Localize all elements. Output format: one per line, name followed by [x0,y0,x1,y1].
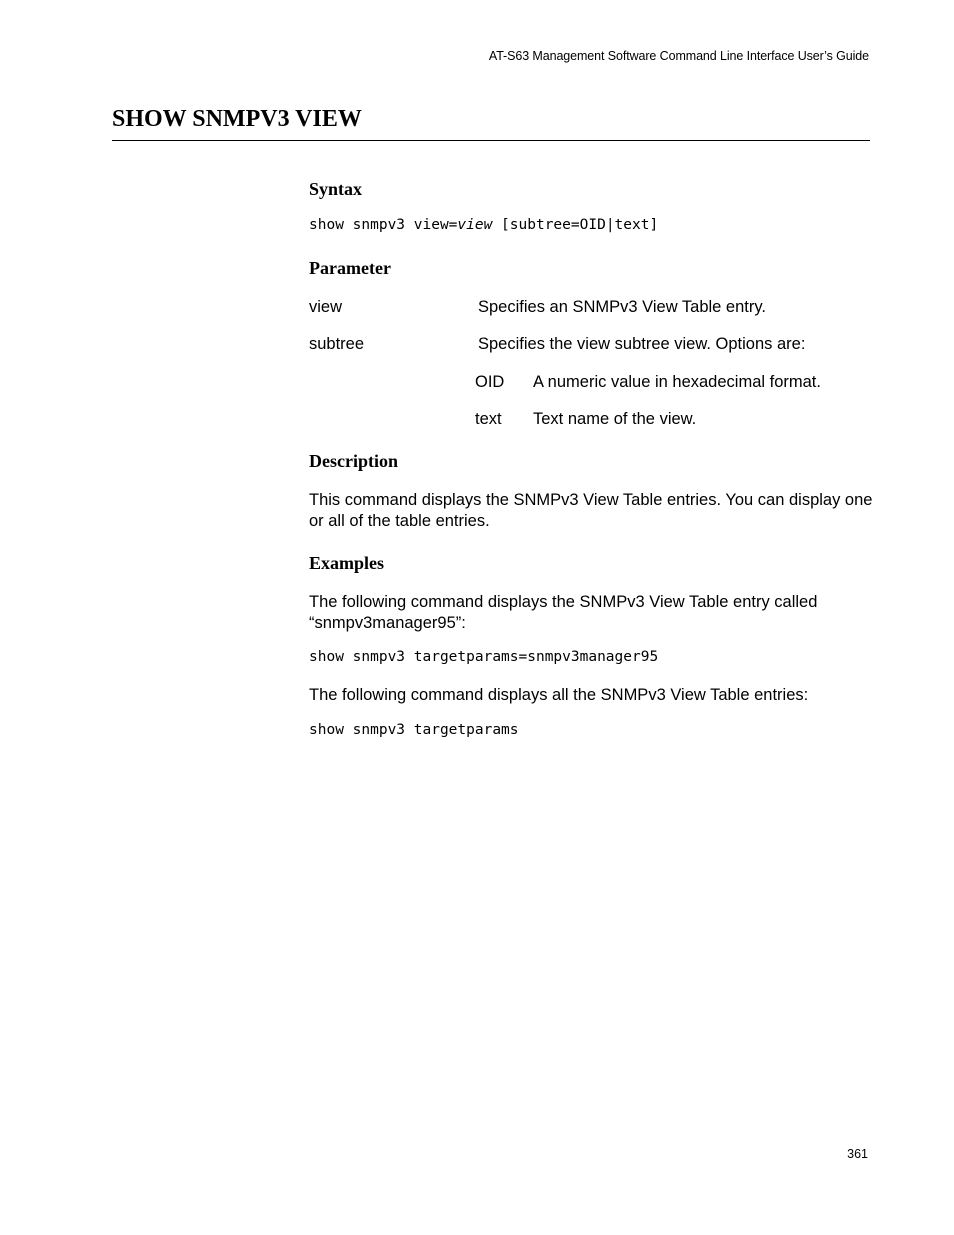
examples-heading: Examples [309,553,385,573]
parameter-name-subtree: subtree [309,335,365,353]
running-header: AT-S63 Management Software Command Line Interface User’s Guide [488,49,869,63]
option-description-text: Text name of the view. [533,410,697,428]
example-intro-2: The following command displays all the SNMPv3 View Table entries: [309,686,809,704]
example-intro-1: The following command displays the SNMPv3 View Table entry called “snmpv3manager95”: [309,593,818,632]
parameter-name-view: view [309,298,343,316]
syntax-command-prefix: show snmpv3 view= [309,217,458,233]
example-command-2: show snmpv3 targetparams [309,722,519,738]
syntax-heading: Syntax [309,179,363,199]
option-name-text: text [475,410,502,428]
parameter-description-subtree: Specifies the view subtree view. Options are: [478,335,806,353]
example-command-1: show snmpv3 targetparams=snmpv3manager95 [309,649,659,665]
syntax-command-arg: view [457,217,493,233]
description-heading: Description [309,451,398,471]
parameter-description-view: Specifies an SNMPv3 View Table entry. [478,298,766,316]
page-title: SHOW SNMPV3 VIEW [112,106,362,132]
description-text: This command displays the SNMPv3 View Table entries. You can display one or all of the table entries. [309,491,873,530]
title-rule [112,140,870,141]
parameter-heading: Parameter [309,258,391,278]
syntax-command-suffix: [subtree=OID|text] [492,217,659,233]
page-number: 361 [847,1147,868,1161]
option-description-oid: A numeric value in hexadecimal format. [533,373,821,391]
option-name-oid: OID [475,373,505,391]
syntax-command [309,217,658,233]
